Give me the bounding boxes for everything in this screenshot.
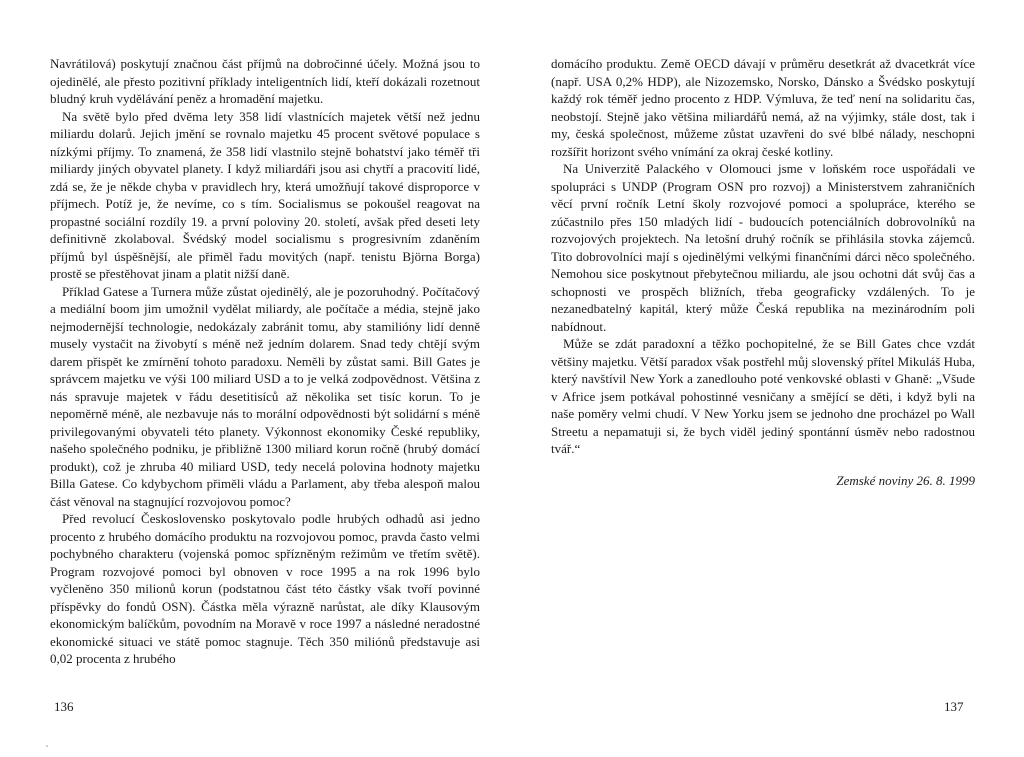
left-paragraph-1: Navrátilová) poskytují značnou část příjmů na dobročinné účely. Možná jsou to ojedinělé, ale přesto pozitivní příklady inteligentních lidí, kteří dokázali rozetnout bludný kruh vydělávání peněz a hromadění majetku. <box>50 56 480 106</box>
right-page <box>551 55 975 705</box>
right-paragraph-3: Může se zdát paradoxní a těžko pochopitelné, že se Bill Gates chce vzdát většiny majetku. Větší paradox však postřehl můj slovenský přítel Mikuláš Huba, který navštívil New York a zanedlouho poté venkovské oblasti v Ghaně: „Všude v Africe jsem potkával pohostinné vesničany a smějící se děti, i když byli na naše poměry velmi chudí. V New Yorku jsem se jednoho dne procházel po Wall Streetu a nepamatuji si, že bych viděl jediný spontánní úsměv nebo radostnou tvář.“ <box>551 336 975 456</box>
page-number-left: 136 <box>54 699 74 714</box>
scan-speck <box>46 745 48 747</box>
right-paragraph-2: Na Univerzitě Palackého v Olomouci jsme v loňském roce uspořádali ve spolupráci s UNDP (Program OSN pro rozvoj) a Ministerstvem zahraničních věcí první ročník Letní školy rozvojové pomoci a spolupráce, kterého se zúčastnilo přes 150 mladých lidí - budoucích potenciálních dobrovolníků na rozvojových projektech. Na letošní druhý ročník se přihlásila stovka zájemců. Tito dobrovolníci mají s ojedinělými velkými finančními dárci něco společného. Nemohou sice poskytnout přebytečnou miliardu, ale jsou ochotni dát svůj čas a schopnosti ve prospěch bližních, třeba geograficky vzdálených. To je nezanedbatelný kapitál, který může Česká republika na mezinárodním poli nabídnout. <box>551 161 975 334</box>
left-page <box>50 55 480 705</box>
right-paragraph-1: domácího produktu. Země OECD dávají v průměru desetkrát až dvacetkrát více (např. USA 0,2% HDP), ale Nizozemsko, Norsko, Dánsko a Švédsko poskytují každý rok téměř jedno procento z HDP. Výmluva, že teď není na solidaritu čas, neobstojí. Stejně jako většina miliardářů nemá, až na výjimky, stále dost, tak i my, česká společnost, můžeme zůstat uzavřeni do své blbé nálady, neschopni rozšířit horizont svého vnímání za okraj české kotliny. <box>551 56 975 159</box>
source-signature: Zemské noviny 26. 8. 1999 <box>836 472 975 488</box>
left-paragraph-4: Před revolucí Československo poskytovalo podle hrubých odhadů asi jedno procento z hrubého domácího produktu na rozvojovou pomoc, pravda často velmi pochybného charakteru (vojenská pomoc spřízněným režimům ve třetím světě). Program rozvojové pomoci byl obnoven v roce 1995 a na rok 1996 bylo vyčleněno 350 milionů korun (podstatnou část této částky však tvoří povinné příspěvky do fondů OSN). Částka měla výrazně narůstat, ale díky Klausovým ekonomickým balíčkům, povodním na Moravě v roce 1997 a následné neradostné ekonomické situaci ve státě pomoc stagnuje. Těch 350 miliónů představuje asi 0,02 procenta z hrubého <box>50 511 480 666</box>
page-number-right: 137 <box>944 699 964 714</box>
left-paragraph-3: Příklad Gatese a Turnera může zůstat ojedinělý, ale je pozoruhodný. Počítačový a mediální boom jim umožnil vydělat miliardy, ale počítače a média, stejně jako nejmodernější technologie, nedokázaly zabránit tomu, aby stamilióny lidí denně musely vystačit na živobytí s méně než jedním dolarem. Snad tedy chtějí svým darem přispět ke zmírnění tohoto paradoxu. Neměli by zůstat sami. Bill Gates je správcem majetku ve výši 100 miliard USD a to je velká zodpovědnost. Většina z nás spravuje majetek v řádu desetitisíců až několika set tisíc korun. To je nepoměrně méně, ale nezbavuje nás to morální odpovědnosti být solidární s méně privilegovanými obyvateli této planety. Výkonnost ekonomiky České republiky, našeho společného podniku, je přibližně 1300 miliard korun ročně (hrubý domácí produkt), což je zhruba 40 miliard USD, tedy necelá polovina hodnoty majetku Billa Gatese. Co kdybychom přiměli vládu a Parlament, aby třeba alespoň malou část věnoval na stagnující rozvojovou pomoc? <box>50 283 480 509</box>
left-paragraph-2: Na světě bylo před dvěma lety 358 lidí vlastnících majetek větší než jednu miliardu dolarů. Jejich jmění se rovnalo majetku 45 procent světové populace s nízkými příjmy. To znamená, že 358 lidí vlastnilo stejně bohatství jako téměř tři miliardy jiných obyvatel planety. I když miliardáři jsou asi chytří a pracovití lidé, zdá se, že je někde chyba v pravidlech hry, která umožňují takové disproporce v příjmech. Potíž je, že nevíme, co s tím. Socialismus se pokoušel reagovat na propastné sociální rozdíly 19. a první poloviny 20. století, avšak před deseti lety definitivně zkolaboval. Švédský model socialismu s progresivním zdaněním příjmů byl úspěšnější, ale přiměl řadu movitých (např. tenistu Björna Borga) prostě se přestěhovat jinam a platit nižší daně. <box>50 108 480 281</box>
